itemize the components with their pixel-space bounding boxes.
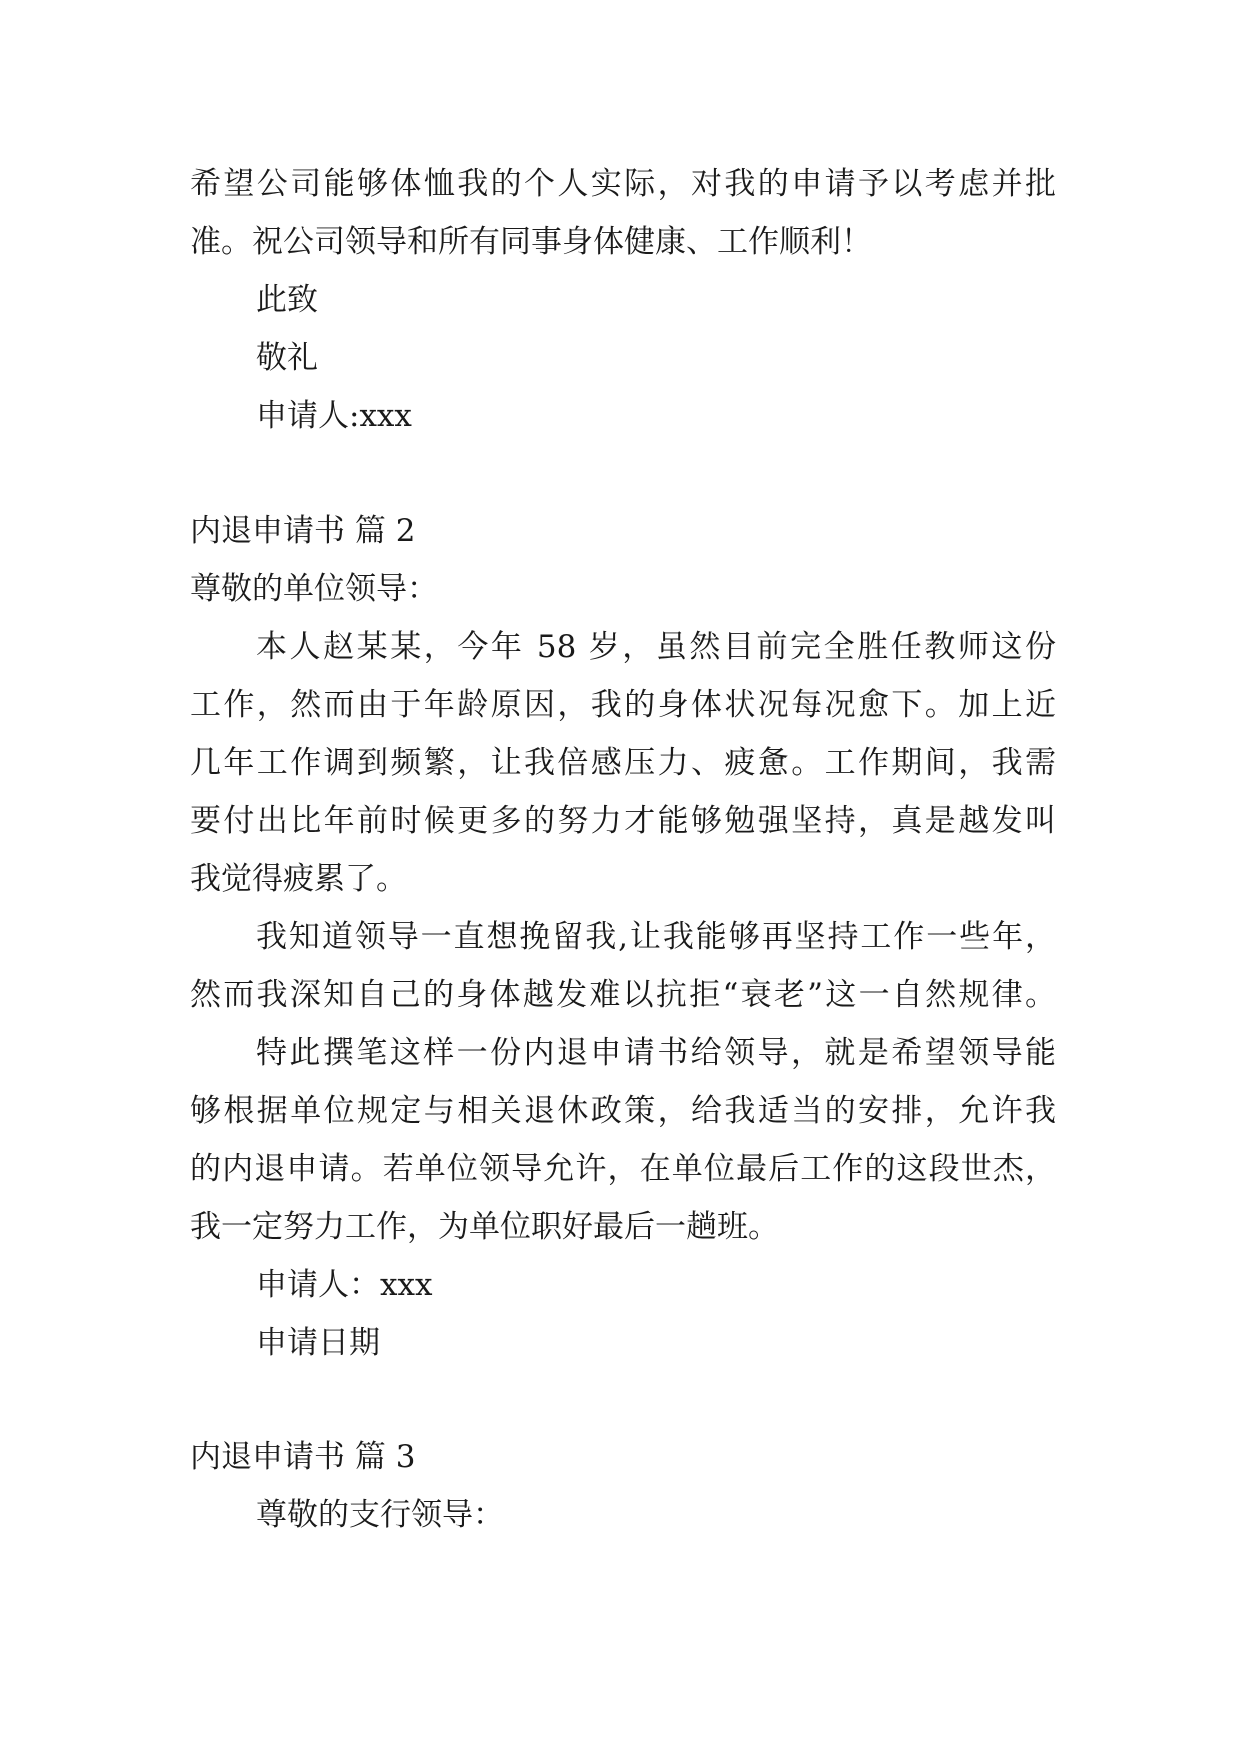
paragraph-line: 我觉得疲累了。 [190, 861, 407, 897]
paragraph-line: 然而我深知自己的身体越发难以抗拒“衰老”这一自然规律。 [190, 977, 1056, 1013]
paragraph-line: 要付出比年前时候更多的努力才能够勉强坚持，真是越发叫 [190, 803, 1056, 839]
closing-salutation: 此致 [256, 282, 318, 318]
section-title: 内退申请书 篇 2 [190, 513, 416, 549]
salutation: 尊敬的支行领导： [256, 1497, 504, 1533]
paragraph-line: 本人赵某某，今年 58 岁，虽然目前完全胜任教师这份 [256, 629, 1056, 665]
section-title: 内退申请书 篇 3 [190, 1439, 416, 1475]
paragraph-line: 准。祝公司领导和所有同事身体健康、工作顺利！ [190, 224, 872, 260]
applicant-signature: 申请人：xxx [256, 1267, 433, 1303]
paragraph-line: 几年工作调到频繁，让我倍感压力、疲惫。工作期间，我需 [190, 745, 1056, 781]
application-date: 申请日期 [256, 1325, 380, 1361]
salutation: 尊敬的单位领导： [190, 571, 438, 607]
paragraph-line: 我知道领导一直想挽留我,让我能够再坚持工作一些年， [256, 919, 1056, 955]
paragraph-line: 工作，然而由于年龄原因，我的身体状况每况愈下。加上近 [190, 687, 1056, 723]
paragraph-line: 特此撰笔这样一份内退申请书给领导，就是希望领导能 [256, 1035, 1056, 1071]
closing-regards: 敬礼 [256, 340, 318, 376]
paragraph-line: 够根据单位规定与相关退休政策，给我适当的安排，允许我 [190, 1093, 1056, 1129]
paragraph-line: 的内退申请。若单位领导允许，在单位最后工作的这段世杰， [190, 1151, 1056, 1187]
paragraph-line: 希望公司能够体恤我的个人实际，对我的申请予以考虑并批 [190, 166, 1056, 202]
paragraph-line: 我一定努力工作，为单位职好最后一趟班。 [190, 1209, 779, 1245]
applicant-signature: 申请人:xxx [256, 398, 412, 434]
